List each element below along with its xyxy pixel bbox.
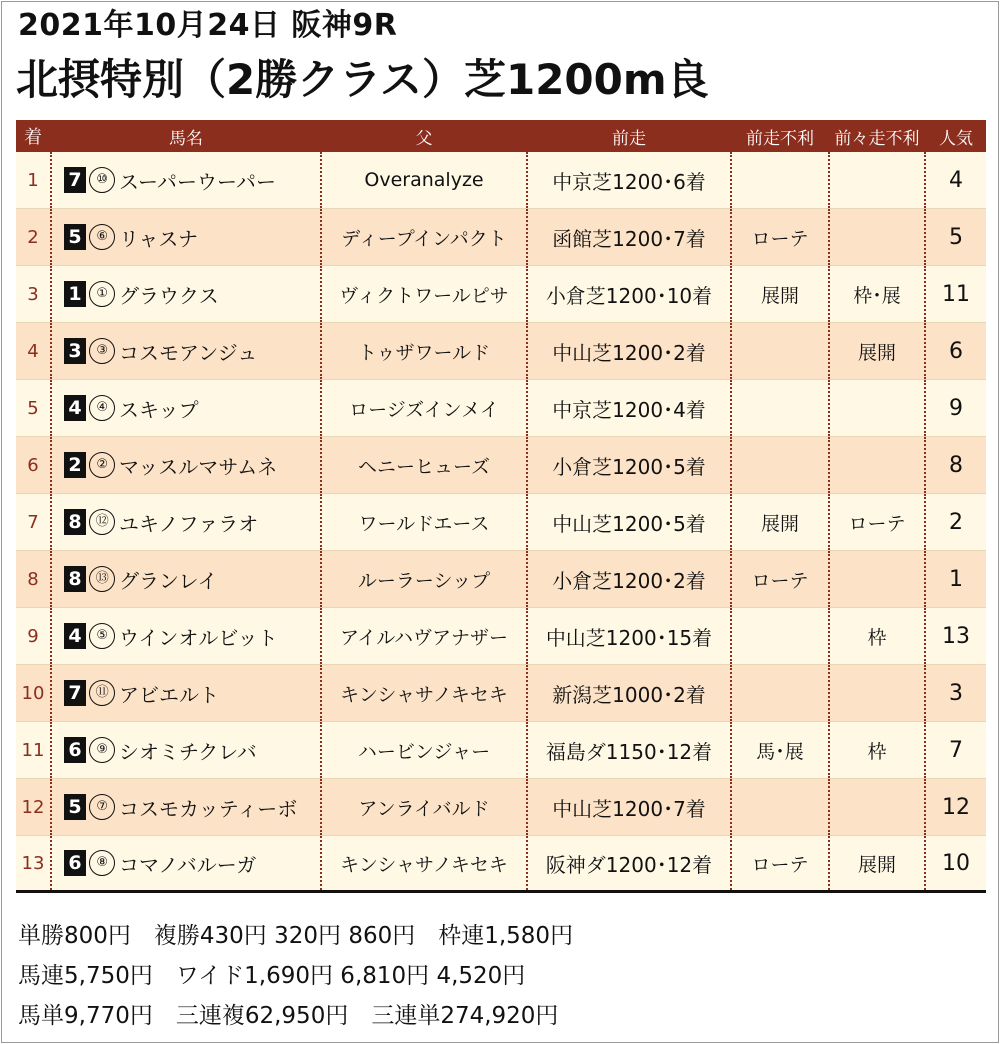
popularity-cell: 9 xyxy=(949,395,963,421)
sire-cell: ヴィクトワールピサ xyxy=(322,266,528,322)
prev-race-cell: 小倉芝1200･2着 xyxy=(528,551,732,607)
rank-cell: 7 xyxy=(16,494,52,550)
horse-number: ② xyxy=(89,452,115,478)
rank-cell: 9 xyxy=(16,608,52,664)
prev-race-cell: 函館芝1200･7着 xyxy=(528,209,732,265)
horse-cell xyxy=(52,380,322,436)
header-prev-race: 前走 xyxy=(528,120,732,152)
frame-number-badge: 6 xyxy=(64,850,86,876)
prev2-trouble-cell: 枠 xyxy=(830,722,926,778)
rank-cell: 11 xyxy=(16,722,52,778)
horse-name: リャスナ xyxy=(119,226,198,251)
prev-race-cell: 中京芝1200･6着 xyxy=(528,152,732,208)
sire-cell: アンライバルド xyxy=(322,779,528,835)
horse-number: ⑥ xyxy=(89,224,115,250)
horse-name: スーパーウーパー xyxy=(119,169,276,194)
table-row xyxy=(16,380,986,437)
horse-name: コスモアンジュ xyxy=(119,340,258,365)
prev2-trouble-cell xyxy=(830,437,926,493)
frame-number-badge: 4 xyxy=(64,395,86,421)
table-header xyxy=(16,120,986,152)
prev-trouble-cell: ローテ xyxy=(732,209,830,265)
table-row xyxy=(16,323,986,380)
popularity-cell: 6 xyxy=(949,338,963,364)
sire-cell: ハービンジャー xyxy=(322,722,528,778)
horse-number: ⑫ xyxy=(89,509,115,535)
horse-name: グランレイ xyxy=(119,568,218,593)
table-row xyxy=(16,665,986,722)
table-row xyxy=(16,266,986,323)
frame-number-badge: 7 xyxy=(64,167,86,193)
horse-cell xyxy=(52,152,322,208)
rank-cell: 4 xyxy=(16,323,52,379)
rank-cell: 2 xyxy=(16,209,52,265)
header-prev2-trouble: 前々走不利 xyxy=(830,120,926,152)
prev-trouble-cell: 展開 xyxy=(732,266,830,322)
sire-cell: ディープインパクト xyxy=(322,209,528,265)
frame-number-badge: 3 xyxy=(64,338,86,364)
header-popularity: 人気 xyxy=(939,128,973,149)
header-rank: 着 xyxy=(16,120,52,152)
rank-cell: 5 xyxy=(16,380,52,436)
prev-trouble-cell xyxy=(732,779,830,835)
horse-name: グラウクス xyxy=(119,283,219,308)
prev-race-cell: 福島ダ1150･12着 xyxy=(528,722,732,778)
sire-cell: キンシャサノキセキ xyxy=(322,665,528,721)
prev-trouble-cell xyxy=(732,380,830,436)
horse-cell xyxy=(52,665,322,721)
prev-race-cell: 小倉芝1200･5着 xyxy=(528,437,732,493)
prev-race-cell: 中山芝1200･2着 xyxy=(528,323,732,379)
prev-trouble-cell xyxy=(732,323,830,379)
popularity-cell: 11 xyxy=(942,281,970,307)
horse-number: ③ xyxy=(89,338,115,364)
horse-number: ⑤ xyxy=(89,623,115,649)
horse-cell xyxy=(52,209,322,265)
race-date: 2021年10月24日 阪神9R xyxy=(18,8,398,43)
race-title: 北摂特別（2勝クラス）芝1200m良 xyxy=(16,55,709,104)
prev-race-cell: 新潟芝1000･2着 xyxy=(528,665,732,721)
header-prev-trouble: 前走不利 xyxy=(732,120,830,152)
prev-trouble-cell xyxy=(732,665,830,721)
prev2-trouble-cell: 枠 xyxy=(830,608,926,664)
table-row xyxy=(16,152,986,209)
horse-cell xyxy=(52,779,322,835)
rank-cell: 8 xyxy=(16,551,52,607)
popularity-cell: 10 xyxy=(942,850,970,876)
table-body xyxy=(16,152,986,893)
prev2-trouble-cell xyxy=(830,779,926,835)
header-horse: 馬名 xyxy=(52,120,322,152)
prev-race-cell: 中山芝1200･15着 xyxy=(528,608,732,664)
horse-name: ウインオルビット xyxy=(119,625,278,650)
horse-name: ユキノファラオ xyxy=(119,511,259,536)
table-row xyxy=(16,209,986,266)
horse-number: ⑩ xyxy=(89,167,115,193)
results-table xyxy=(16,120,986,893)
prev-race-cell: 中京芝1200･4着 xyxy=(528,380,732,436)
frame-number-badge: 7 xyxy=(64,680,86,706)
prev-trouble-cell xyxy=(732,437,830,493)
frame-number-badge: 1 xyxy=(64,281,86,307)
popularity-cell: 1 xyxy=(949,566,963,592)
table-row xyxy=(16,494,986,551)
horse-cell xyxy=(52,551,322,607)
rank-cell: 6 xyxy=(16,437,52,493)
prev2-trouble-cell xyxy=(830,209,926,265)
prev-trouble-cell: 馬･展 xyxy=(732,722,830,778)
prev-race-cell: 中山芝1200･7着 xyxy=(528,779,732,835)
prev-race-cell: 阪神ダ1200･12着 xyxy=(528,836,732,890)
sire-cell: ロージズインメイ xyxy=(322,380,528,436)
table-row xyxy=(16,779,986,836)
popularity-cell: 13 xyxy=(942,623,970,649)
rank-cell: 1 xyxy=(16,152,52,208)
popularity-cell: 8 xyxy=(949,452,963,478)
prev-trouble-cell xyxy=(732,152,830,208)
prev2-trouble-cell: ローテ xyxy=(830,494,926,550)
prev2-trouble-cell xyxy=(830,380,926,436)
horse-name: シオミチクレバ xyxy=(119,739,257,764)
horse-name: アビエルト xyxy=(119,682,219,707)
prev-race-cell: 小倉芝1200･10着 xyxy=(528,266,732,322)
horse-cell xyxy=(52,494,322,550)
popularity-cell: 4 xyxy=(949,167,963,193)
horse-name: スキップ xyxy=(119,397,199,422)
sire-cell: Overanalyze xyxy=(322,152,528,208)
frame-number-badge: 5 xyxy=(64,794,86,820)
rank-cell: 10 xyxy=(16,665,52,721)
horse-number: ① xyxy=(89,281,115,307)
rank-cell: 12 xyxy=(16,779,52,835)
horse-cell xyxy=(52,437,322,493)
frame-number-badge: 8 xyxy=(64,566,86,592)
horse-number: ⑦ xyxy=(89,794,115,820)
sire-cell: ヘニーヒューズ xyxy=(322,437,528,493)
prev2-trouble-cell: 展開 xyxy=(830,323,926,379)
prev2-trouble-cell xyxy=(830,152,926,208)
sire-cell: アイルハヴアナザー xyxy=(322,608,528,664)
frame-number-badge: 8 xyxy=(64,509,86,535)
sire-cell: ワールドエース xyxy=(322,494,528,550)
horse-number: ⑨ xyxy=(89,737,115,763)
horse-cell xyxy=(52,836,322,890)
payout-line: 馬単9,770円 三連複62,950円 三連単274,920円 xyxy=(18,1003,559,1029)
horse-number: ⑧ xyxy=(89,850,115,876)
frame-number-badge: 6 xyxy=(64,737,86,763)
rank-cell: 13 xyxy=(16,836,52,890)
horse-name: コマノバルーガ xyxy=(119,852,257,877)
table-row xyxy=(16,722,986,779)
prev2-trouble-cell xyxy=(830,665,926,721)
horse-cell xyxy=(52,722,322,778)
payouts xyxy=(18,916,573,1036)
prev-trouble-cell: 展開 xyxy=(732,494,830,550)
frame-number-badge: 2 xyxy=(64,452,86,478)
horse-number: ⑬ xyxy=(89,566,115,592)
payout-line: 馬連5,750円 ワイド1,690円 6,810円 4,520円 xyxy=(18,963,526,989)
table-row xyxy=(16,836,986,893)
popularity-cell: 12 xyxy=(942,794,970,820)
popularity-cell: 5 xyxy=(949,224,963,250)
rank-cell: 3 xyxy=(16,266,52,322)
horse-name: マッスルマサムネ xyxy=(119,454,278,479)
prev2-trouble-cell: 展開 xyxy=(830,836,926,890)
frame-number-badge: 4 xyxy=(64,623,86,649)
prev-trouble-cell: ローテ xyxy=(732,836,830,890)
sire-cell: キンシャサノキセキ xyxy=(322,836,528,890)
prev2-trouble-cell xyxy=(830,551,926,607)
table-row xyxy=(16,437,986,494)
header-sire: 父 xyxy=(322,120,528,152)
prev-race-cell: 中山芝1200･5着 xyxy=(528,494,732,550)
sire-cell: ルーラーシップ xyxy=(322,551,528,607)
table-row xyxy=(16,551,986,608)
popularity-cell: 7 xyxy=(949,737,963,763)
horse-name: コスモカッティーボ xyxy=(119,796,298,821)
horse-number: ④ xyxy=(89,395,115,421)
frame-number-badge: 5 xyxy=(64,224,86,250)
horse-cell xyxy=(52,608,322,664)
popularity-cell: 2 xyxy=(949,509,963,535)
horse-cell xyxy=(52,266,322,322)
prev2-trouble-cell: 枠･展 xyxy=(830,266,926,322)
horse-cell xyxy=(52,323,322,379)
horse-number: ⑪ xyxy=(89,680,115,706)
prev-trouble-cell: ローテ xyxy=(732,551,830,607)
popularity-cell: 3 xyxy=(949,680,963,706)
sire-cell: トゥザワールド xyxy=(322,323,528,379)
table-row xyxy=(16,608,986,665)
prev-trouble-cell xyxy=(732,608,830,664)
payout-line: 単勝800円 複勝430円 320円 860円 枠連1,580円 xyxy=(18,923,574,949)
